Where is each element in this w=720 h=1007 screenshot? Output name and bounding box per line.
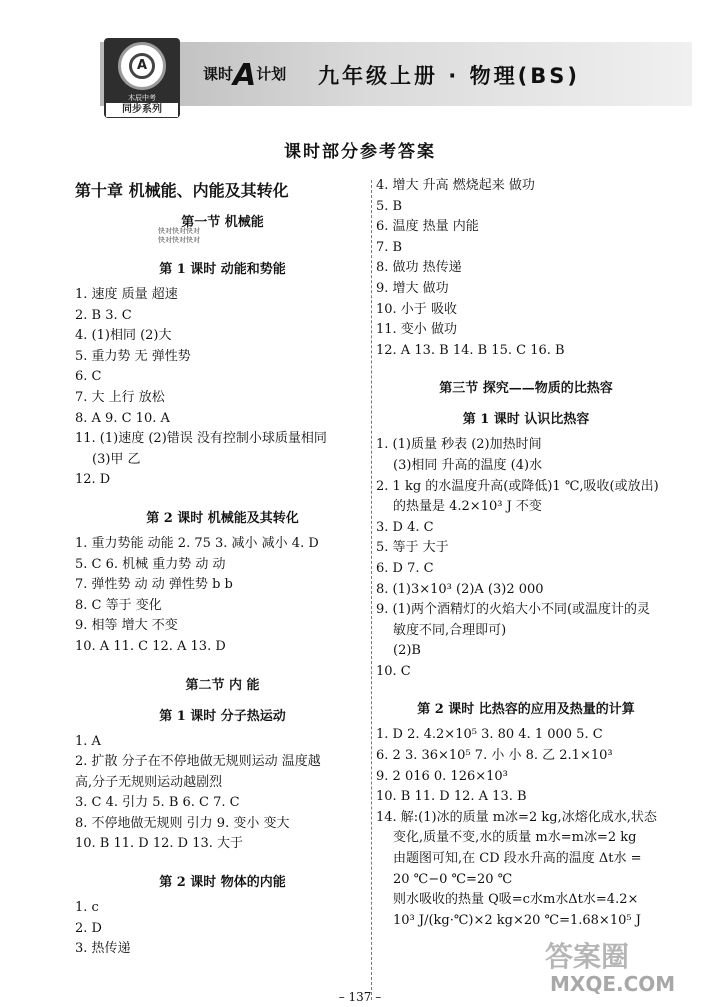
answer-line: 10. B 11. D 12. D 13. 大于 — [75, 836, 244, 852]
answer-line: 4. 增大 升高 燃烧起来 做功 — [376, 178, 535, 193]
answer-line: 9. 相等 增大 不变 — [75, 618, 178, 634]
answer-line: 由题图可知,在 CD 段水升高的温度 Δt水 = — [393, 851, 642, 867]
answer-line: 12. D — [75, 472, 111, 488]
answer-line: 9. 2 016 0. 126×10³ — [376, 768, 508, 784]
series-tag: 同步系列 — [106, 103, 178, 117]
answer-line: 高,分子无规则运动越剧烈 — [75, 774, 223, 790]
answer-line: 10. B 11. D 12. A 13. B — [376, 789, 527, 805]
answer-line: 6. 2 3. 36×10⁵ 7. 小 小 8. 乙 2.1×10³ — [376, 748, 613, 764]
brand-name — [203, 58, 286, 93]
answer-line: 1. c — [75, 900, 99, 916]
answer-line: 10. 小于 吸收 — [376, 301, 457, 317]
lesson-title: 第 1 课时 动能和势能 — [159, 262, 286, 277]
small-note: 快对快对快对 快对快对快对 — [158, 227, 200, 244]
answer-line: 2. B 3. C — [75, 307, 132, 323]
answer-line: 8. (1)3×10³ (2)A (3)2 000 — [376, 581, 544, 597]
answer-line: 6. 温度 热量 内能 — [376, 219, 479, 235]
answer-line: (2)B — [393, 643, 421, 659]
answer-line: 6. C — [75, 369, 102, 385]
section-title: 第三节 探究——物质的比热容 — [439, 381, 613, 397]
answer-line: 10³ J/(kg·℃)×2 kg×20 ℃=1.68×10⁵ J — [393, 912, 641, 928]
left-column — [75, 176, 370, 960]
answer-line: 8. 不停地做无规则 引力 9. 变小 变大 — [75, 815, 290, 831]
chapter-title: 第十章 机械能、内能及其转化 — [75, 181, 289, 200]
column-divider — [371, 180, 372, 1000]
answer-line: 5. 重力势 无 弹性势 — [75, 348, 191, 364]
answer-line: 3. D 4. C — [376, 519, 434, 535]
answer-line: 1. 速度 质量 超速 — [75, 287, 178, 302]
answer-line: 4. (1)相同 (2)大 — [75, 328, 172, 344]
answer-line: 2. D — [75, 920, 102, 936]
answer-line: 12. A 13. B 14. B 15. C 16. B — [376, 342, 565, 358]
lesson-title: 第 2 课时 物体的内能 — [159, 875, 286, 891]
brand-suffix: 计划 — [256, 65, 287, 83]
answer-line: 9. (1)两个酒精灯的火焰大小不同(或温度计的灵 — [376, 602, 651, 618]
answer-line: 1. (1)质量 秒表 (2)加热时间 — [376, 437, 542, 453]
answer-line: 1. D 2. 4.2×10⁵ 3. 80 4. 1 000 5. C — [376, 727, 603, 743]
book-title: 九年级上册 · 物理(BS) — [318, 64, 580, 88]
answer-line: 1. 重力势能 动能 2. 75 3. 减小 减小 4. D — [75, 535, 319, 551]
answer-line: 5. B — [376, 198, 403, 214]
answer-line: 8. 做功 热传递 — [376, 260, 462, 276]
answer-line: 2. 扩散 分子在不停地做无规则运动 温度越 — [75, 754, 321, 770]
brand-prefix: 课时 — [203, 65, 234, 83]
answer-line: 则水吸收的热量 Q吸=c水m水Δt水=4.2× — [393, 892, 639, 908]
answer-line: 6. D 7. C — [376, 560, 434, 576]
logo-text: 木辰中考 — [128, 94, 156, 102]
section-title: 第二节 内 能 — [185, 677, 260, 693]
answer-line: 3. C 4. 引力 5. B 6. C 7. C — [75, 795, 240, 811]
answer-line: 7. B — [376, 239, 403, 255]
answer-line: 5. 等于 大于 — [376, 540, 449, 556]
answer-line: 的热量是 4.2×10³ J 不变 — [393, 499, 542, 515]
brand-letter: A — [233, 58, 257, 93]
logo-emblem-icon — [118, 42, 166, 90]
answer-line: 9. 增大 做功 — [376, 280, 449, 296]
page-heading: 课时部分参考答案 — [284, 142, 436, 162]
answer-line: 5. C 6. 机械 重力势 动 动 — [75, 556, 226, 572]
lesson-title: 第 1 课时 分子热运动 — [159, 708, 286, 724]
logo-letter: A — [129, 53, 155, 79]
lesson-title: 第 2 课时 比热容的应用及热量的计算 — [417, 702, 635, 718]
answer-line: 变化,质量不变,水的质量 m水=m冰=2 kg — [393, 830, 637, 846]
right-column — [376, 176, 676, 931]
answer-line: (3)相同 升高的温度 (4)水 — [393, 457, 543, 473]
answer-line: 敏度不同,合理即可) — [393, 622, 507, 638]
lesson-title: 第 1 课时 认识比热容 — [462, 412, 590, 428]
answer-line: 2. 1 kg 的水温度升高(或降低)1 ℃,吸收(或放出) — [376, 478, 659, 494]
answer-line: 10. A 11. C 12. A 13. D — [75, 638, 226, 654]
answer-line: 3. 热传递 — [75, 941, 131, 957]
watermark-logo: 答案圈 — [545, 940, 630, 973]
answer-line: 1. A — [75, 733, 101, 749]
answer-line: 10. C — [376, 663, 411, 679]
answer-line: (3)甲 乙 — [92, 451, 141, 467]
answer-line: 8. A 9. C 10. A — [75, 410, 170, 426]
watermark-url: MXQE.COM — [550, 972, 676, 996]
answer-line: 20 ℃−0 ℃=20 ℃ — [393, 871, 513, 887]
answer-line: 8. C 等于 变化 — [75, 597, 162, 613]
section-title: 第一节 机械能 — [181, 215, 264, 230]
lesson-title: 第 2 课时 机械能及其转化 — [146, 510, 299, 526]
answer-line: 7. 弹性势 动 动 弹性势 b b — [75, 577, 233, 593]
answer-line: 11. 变小 做功 — [376, 322, 457, 338]
answer-line: 11. (1)速度 (2)错误 没有控制小球质量相同 — [75, 431, 327, 447]
page-number: – 137 – — [338, 990, 382, 1004]
answer-line: 7. 大 上行 放松 — [75, 389, 165, 405]
answer-line: 14. 解:(1)冰的质量 m冰=2 kg,冰熔化成水,状态 — [376, 809, 657, 825]
